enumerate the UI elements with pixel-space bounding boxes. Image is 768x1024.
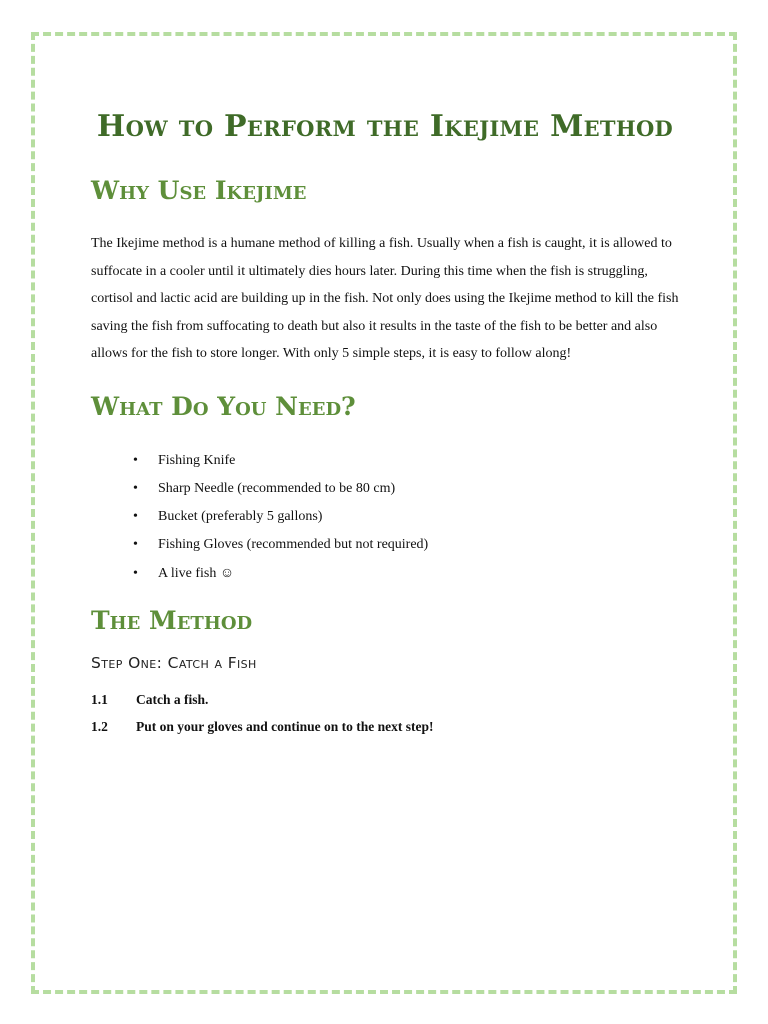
list-item — [133, 560, 679, 588]
list-item-text: A live fish ☺ — [158, 565, 235, 581]
bullet-icon: • — [133, 480, 138, 496]
step-number: 1.1 — [91, 691, 108, 707]
document-title: How to Perform the Ikejime Method — [96, 109, 674, 144]
heading-the-method: The Method — [91, 605, 253, 635]
step-number: 1.2 — [91, 718, 108, 734]
step-one-list — [91, 686, 679, 740]
step-item — [91, 713, 679, 740]
list-item-text: Fishing Gloves (recommended but not required) — [158, 537, 429, 553]
bullet-icon: • — [133, 565, 138, 581]
list-item — [133, 475, 679, 503]
bullet-icon: • — [133, 537, 138, 553]
heading-why-use-ikejime: Why Use Ikejime — [91, 176, 307, 205]
list-item — [133, 531, 679, 559]
list-item — [133, 447, 679, 475]
intro-paragraph: The Ikejime method is a humane method of killing a fish. Usually when a fish is caught, it is allowed to suffocate in a cooler until it ultimately dies hours later. During this time when the fish is struggling, cortisol and lactic acid are building up in the fish. Not only does using the Ikejime method to kill the fish saving the fish from suffocating to death but also it results in the taste of the fish to be better and also allows for the fish to store longer. With only 5 simple steps, it is easy to follow along! — [91, 236, 679, 361]
step-item — [91, 686, 679, 713]
bullet-icon: • — [133, 509, 138, 525]
list-item-text: Bucket (preferably 5 gallons) — [158, 509, 323, 525]
step-text: Put on your gloves and continue on to the next step! — [136, 718, 434, 734]
document-content — [91, 110, 679, 740]
list-item-text: Sharp Needle (recommended to be 80 cm) — [158, 480, 396, 496]
step-one-heading: Step One: Catch a Fish — [91, 653, 257, 672]
heading-what-do-you-need: What Do You Need? — [91, 391, 356, 421]
list-item-text: Fishing Knife — [158, 452, 236, 468]
list-item — [133, 503, 679, 531]
supply-list — [91, 447, 679, 588]
step-text: Catch a fish. — [136, 691, 209, 707]
bullet-icon: • — [133, 452, 138, 468]
